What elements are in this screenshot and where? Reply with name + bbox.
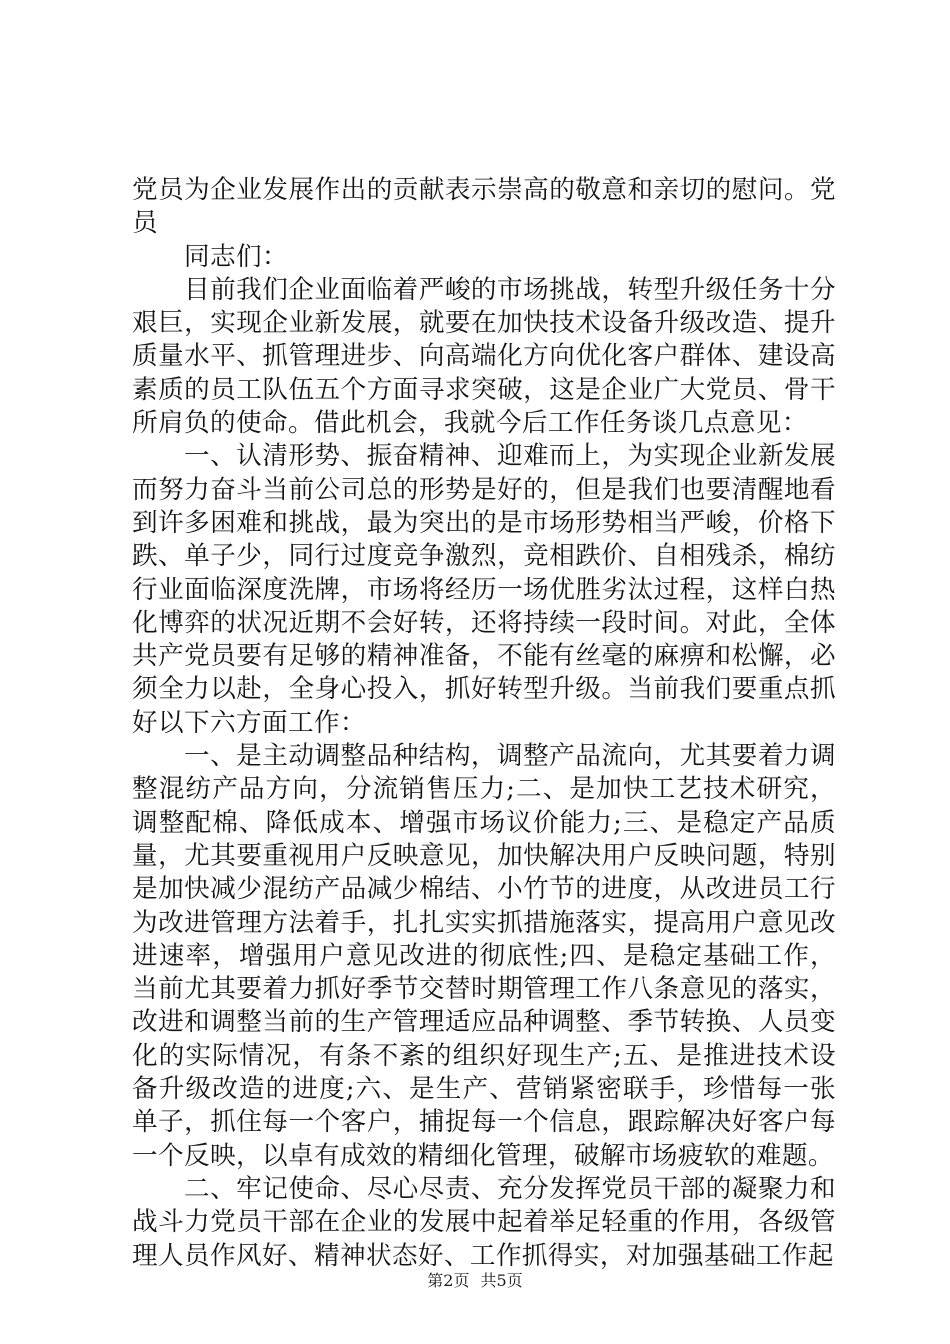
paragraph-salutation: 同志们： bbox=[184, 241, 288, 272]
page-total: 共5页 bbox=[480, 1271, 523, 1290]
page-footer bbox=[0, 1268, 950, 1291]
paragraph-intro: 目前我们企业面临着严峻的市场挑战，转型升级任务十分艰巨，实现企业新发展，就要在加快技术设备升级改造、提升质量水平、抓管理进步、向高端化方向优化客户群体、建设高素质的员工队伍五个方面寻求突破，这是企业广大党员、骨干所肩负的使命。借此机会，我就今后工作任务谈几点意见： bbox=[132, 274, 836, 439]
paragraph-section-one: 一、认清形势、振奋精神、迎难而上，为实现企业新发展而努力奋斗当前公司总的形势是好的，但是我们也要清醒地看到许多困难和挑战，最为突出的是市场形势相当严峻，价格下跌、单子少，同行过度竞争激烈，竞相跌价、自相残杀，棉纺行业面临深度洗牌，市场将经历一场优胜劣汰过程，这样白热化博弈的状况近期不会好转，还将持续一段时间。对此，全体共产党员要有足够的精神准备，不能有丝毫的麻痹和松懈，必须全力以赴，全身心投入，抓好转型升级。当前我们要重点抓好以下六方面工作： bbox=[132, 441, 836, 738]
paragraph-six-tasks: 一、是主动调整品种结构，调整产品流向，尤其要着力调整混纺产品方向，分流销售压力;二、是加快工艺技术研究，调整配棉、降低成本、增强市场议价能力;三、是稳定产品质量，尤其要重视用户反映意见，加快解决用户反映问题，特别是加快减少混纺产品减少棉结、小竹节的进度，从改进员工行为改进管理方法着手，扎扎实实抓措施落实，提高用户意见改进速率，增强用户意见改进的彻底性;四、是稳定基础工作，当前尤其要着力抓好季节交替时期管理工作八条意见的落实，改进和调整当前的生产管理适应品种调整、季节转换、人员变化的实际情况，有条不紊的组织好现生产;五、是推进技术设备升级改造的进度;六、是生产、营销紧密联手，珍惜每一张单子，抓住每一个客户，捕捉每一个信息，跟踪解决好客户每一个反映，以卓有成效的精细化管理，破解市场疲软的难题。 bbox=[132, 741, 836, 1171]
page-number: 第2页 bbox=[427, 1271, 470, 1290]
paragraph-continuation: 党员为企业发展作出的贡献表示崇高的敬意和亲切的慰问。党员 bbox=[132, 175, 836, 239]
paragraph-section-two: 二、牢记使命、尽心尽责、充分发挥党员干部的凝聚力和战斗力党员干部在企业的发展中起着举足轻重的作用，各级管理人员作风好、精神状态好、工作抓得实，对加强基础工作起 bbox=[132, 1173, 836, 1271]
document-body bbox=[132, 174, 836, 1273]
